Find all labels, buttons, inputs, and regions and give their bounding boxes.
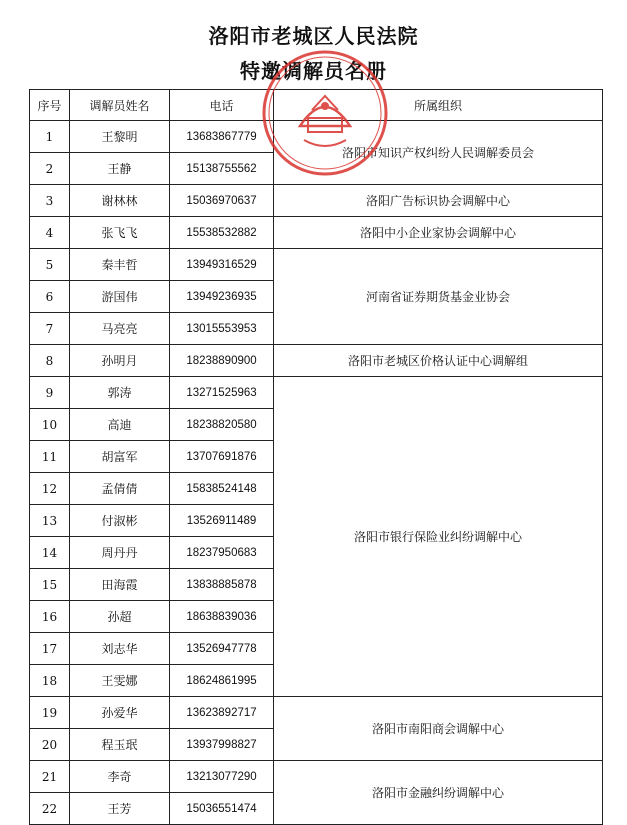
row-name: 王雯娜 bbox=[70, 665, 170, 697]
row-name: 孙超 bbox=[70, 601, 170, 633]
row-phone: 18638839036 bbox=[170, 601, 274, 633]
row-no: 3 bbox=[30, 185, 70, 217]
row-name: 孟倩倩 bbox=[70, 473, 170, 505]
row-name: 游国伟 bbox=[70, 281, 170, 313]
table-row bbox=[30, 761, 603, 793]
row-no: 19 bbox=[30, 697, 70, 729]
row-name: 付淑彬 bbox=[70, 505, 170, 537]
row-phone: 13707691876 bbox=[170, 441, 274, 473]
row-name: 孙明月 bbox=[70, 345, 170, 377]
row-org: 洛阳市银行保险业纠纷调解中心 bbox=[274, 377, 603, 697]
mediator-roster-table bbox=[29, 89, 603, 825]
header-phone: 电话 bbox=[170, 90, 274, 121]
page-title: 洛阳市老城区人民法院 bbox=[208, 24, 419, 48]
row-name: 王黎明 bbox=[70, 121, 170, 153]
row-phone: 13949316529 bbox=[170, 249, 274, 281]
row-name: 郭涛 bbox=[70, 377, 170, 409]
row-name: 刘志华 bbox=[70, 633, 170, 665]
row-phone: 18238820580 bbox=[170, 409, 274, 441]
row-phone: 18237950683 bbox=[170, 537, 274, 569]
row-no: 1 bbox=[30, 121, 70, 153]
row-phone: 13526911489 bbox=[170, 505, 274, 537]
row-no: 2 bbox=[30, 153, 70, 185]
row-phone: 15036970637 bbox=[170, 185, 274, 217]
header-name: 调解员姓名 bbox=[70, 90, 170, 121]
row-name: 程玉珉 bbox=[70, 729, 170, 761]
row-name: 马亮亮 bbox=[70, 313, 170, 345]
row-no: 21 bbox=[30, 761, 70, 793]
row-no: 17 bbox=[30, 633, 70, 665]
row-phone: 13213077290 bbox=[170, 761, 274, 793]
row-org: 洛阳市老城区价格认证中心调解组 bbox=[274, 345, 603, 377]
table-header-row bbox=[30, 90, 603, 121]
row-name: 李奇 bbox=[70, 761, 170, 793]
row-phone: 15138755562 bbox=[170, 153, 274, 185]
row-no: 9 bbox=[30, 377, 70, 409]
row-name: 张飞飞 bbox=[70, 217, 170, 249]
row-org: 洛阳中小企业家协会调解中心 bbox=[274, 217, 603, 249]
row-org: 洛阳广告标识协会调解中心 bbox=[274, 185, 603, 217]
row-no: 20 bbox=[30, 729, 70, 761]
row-org: 洛阳市金融纠纷调解中心 bbox=[274, 761, 603, 825]
header-no: 序号 bbox=[30, 90, 70, 121]
row-no: 18 bbox=[30, 665, 70, 697]
row-no: 13 bbox=[30, 505, 70, 537]
row-no: 4 bbox=[30, 217, 70, 249]
row-name: 孙爱华 bbox=[70, 697, 170, 729]
table-row bbox=[30, 697, 603, 729]
row-org: 河南省证券期货基金业协会 bbox=[274, 249, 603, 345]
row-org: 洛阳市知识产权纠纷人民调解委员会 bbox=[274, 121, 603, 185]
row-no: 5 bbox=[30, 249, 70, 281]
row-name: 王静 bbox=[70, 153, 170, 185]
row-no: 11 bbox=[30, 441, 70, 473]
row-phone: 15036551474 bbox=[170, 793, 274, 825]
row-phone: 13526947778 bbox=[170, 633, 274, 665]
row-org: 洛阳市南阳商会调解中心 bbox=[274, 697, 603, 761]
row-phone: 15838524148 bbox=[170, 473, 274, 505]
table-row bbox=[30, 377, 603, 409]
row-phone: 13937998827 bbox=[170, 729, 274, 761]
row-name: 高迪 bbox=[70, 409, 170, 441]
row-no: 14 bbox=[30, 537, 70, 569]
header-org: 所属组织 bbox=[274, 90, 603, 121]
row-no: 15 bbox=[30, 569, 70, 601]
table-row bbox=[30, 185, 603, 217]
row-phone: 13838885878 bbox=[170, 569, 274, 601]
row-name: 谢林林 bbox=[70, 185, 170, 217]
row-no: 7 bbox=[30, 313, 70, 345]
row-no: 12 bbox=[30, 473, 70, 505]
row-phone: 13949236935 bbox=[170, 281, 274, 313]
row-no: 16 bbox=[30, 601, 70, 633]
table-row bbox=[30, 217, 603, 249]
row-name: 田海霞 bbox=[70, 569, 170, 601]
row-phone: 15538532882 bbox=[170, 217, 274, 249]
row-name: 周丹丹 bbox=[70, 537, 170, 569]
row-no: 8 bbox=[30, 345, 70, 377]
row-phone: 18624861995 bbox=[170, 665, 274, 697]
row-no: 6 bbox=[30, 281, 70, 313]
row-phone: 18238890900 bbox=[170, 345, 274, 377]
table-row bbox=[30, 345, 603, 377]
table-row bbox=[30, 121, 603, 153]
row-no: 22 bbox=[30, 793, 70, 825]
row-name: 秦丰哲 bbox=[70, 249, 170, 281]
table-row bbox=[30, 249, 603, 281]
page-subtitle: 特邀调解员名册 bbox=[240, 59, 387, 83]
row-name: 胡富军 bbox=[70, 441, 170, 473]
row-no: 10 bbox=[30, 409, 70, 441]
row-phone: 13015553953 bbox=[170, 313, 274, 345]
row-phone: 13623892717 bbox=[170, 697, 274, 729]
row-phone: 13271525963 bbox=[170, 377, 274, 409]
row-phone: 13683867779 bbox=[170, 121, 274, 153]
row-name: 王芳 bbox=[70, 793, 170, 825]
